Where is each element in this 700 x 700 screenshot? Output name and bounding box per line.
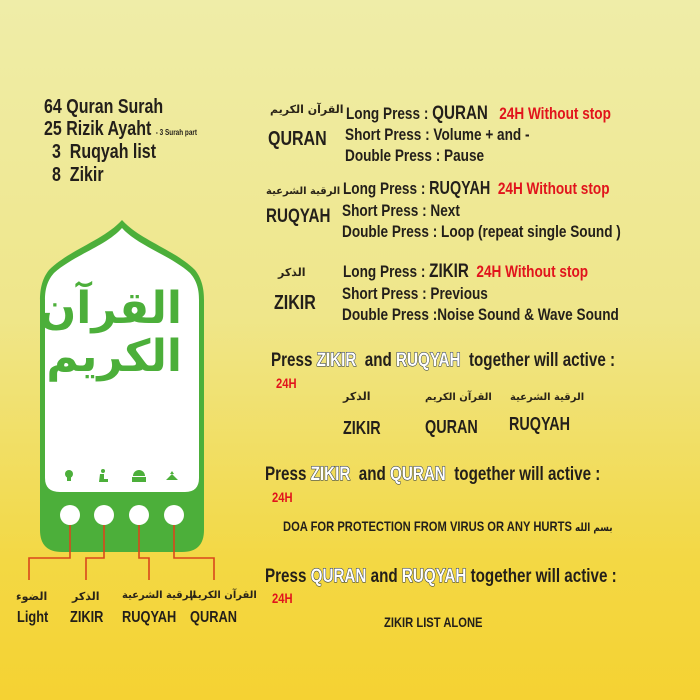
ruqyah-mode-name: RUQYAH	[266, 206, 331, 227]
combo-zikir-quran: Press ZIKIR and QURAN together will active :	[265, 464, 601, 485]
zikir-mode-name: ZIKIR	[274, 292, 316, 314]
feature-rizik-ayaht: 25 Rizik Ayaht - 3 Surah part	[44, 118, 198, 140]
quran-arabic: القرآن الكريم	[190, 590, 257, 601]
quran-calligraphy: القرآن الكريم	[38, 283, 182, 383]
zikir-double-press: Double Press :Noise Sound & Wave Sound	[342, 305, 619, 324]
quran-long-press: Long Press : QURAN 24H Without stop	[346, 103, 611, 124]
quran-button[interactable]	[164, 505, 184, 525]
quran-mode-arabic: القرآن الكريم	[270, 103, 344, 116]
combo-3-badge: 24H	[272, 590, 293, 606]
combo-1-zikir-label: ZIKIR	[343, 418, 381, 438]
ruqyah-button[interactable]	[129, 505, 149, 525]
ruqyah-short-press: Short Press : Next	[342, 201, 460, 220]
combo-1-zikir-arabic: الذكر	[343, 390, 371, 403]
combo-1-quran-label: QURAN	[425, 417, 478, 437]
quran-double-press: Double Press : Pause	[345, 146, 485, 165]
combo-zikir-ruqyah: Press ZIKIR and RUQYAH together will active :	[271, 350, 616, 371]
feature-zikir: 8 Zikir	[52, 164, 104, 186]
ruqyah-double-press: Double Press : Loop (repeat single Sound )	[342, 222, 621, 241]
quran-short-press: Short Press : Volume + and -	[345, 125, 530, 144]
zikir-button[interactable]	[94, 505, 114, 525]
ruqyah-label: RUQYAH	[122, 609, 177, 626]
combo-2-badge: 24H	[272, 489, 293, 505]
feature-quran-surah: 64 Quran Surah	[44, 96, 164, 118]
ruqyah-mode-arabic: الرقية الشرعية	[266, 186, 341, 197]
quran-label: QURAN	[190, 609, 237, 626]
combo-1-ruqyah-arabic: الرقية الشرعية	[510, 392, 585, 403]
light-button[interactable]	[60, 505, 80, 525]
combo-1-ruqyah-label: RUQYAH	[509, 414, 571, 434]
ruqyah-long-press: Long Press : RUQYAH 24H Without stop	[343, 178, 610, 198]
combo-3-text: ZIKIR LIST ALONE	[384, 614, 483, 630]
combo-1-quran-arabic: القرآن الكريم	[425, 392, 492, 403]
combo-quran-ruqyah: Press QURAN and RUQYAH together will active :	[265, 566, 617, 587]
ruqyah-arabic: الرقية الشرعية	[122, 590, 197, 601]
light-arabic: الضوء	[16, 590, 48, 603]
combo-2-text: DOA FOR PROTECTION FROM VIRUS OR ANY HURTS بسم الله	[283, 518, 613, 534]
light-label: Light	[17, 609, 49, 626]
feature-ruqyah-list: 3 Ruqyah list	[52, 141, 157, 163]
quran-mode-name: QURAN	[268, 128, 327, 150]
zikir-short-press: Short Press : Previous	[342, 284, 488, 303]
zikir-label: ZIKIR	[70, 609, 104, 626]
zikir-long-press: Long Press : ZIKIR 24H Without stop	[343, 261, 589, 282]
zikir-arabic: الذكر	[72, 590, 100, 603]
combo-1-badge: 24H	[276, 375, 297, 391]
zikir-mode-arabic: الذكر	[278, 266, 306, 279]
